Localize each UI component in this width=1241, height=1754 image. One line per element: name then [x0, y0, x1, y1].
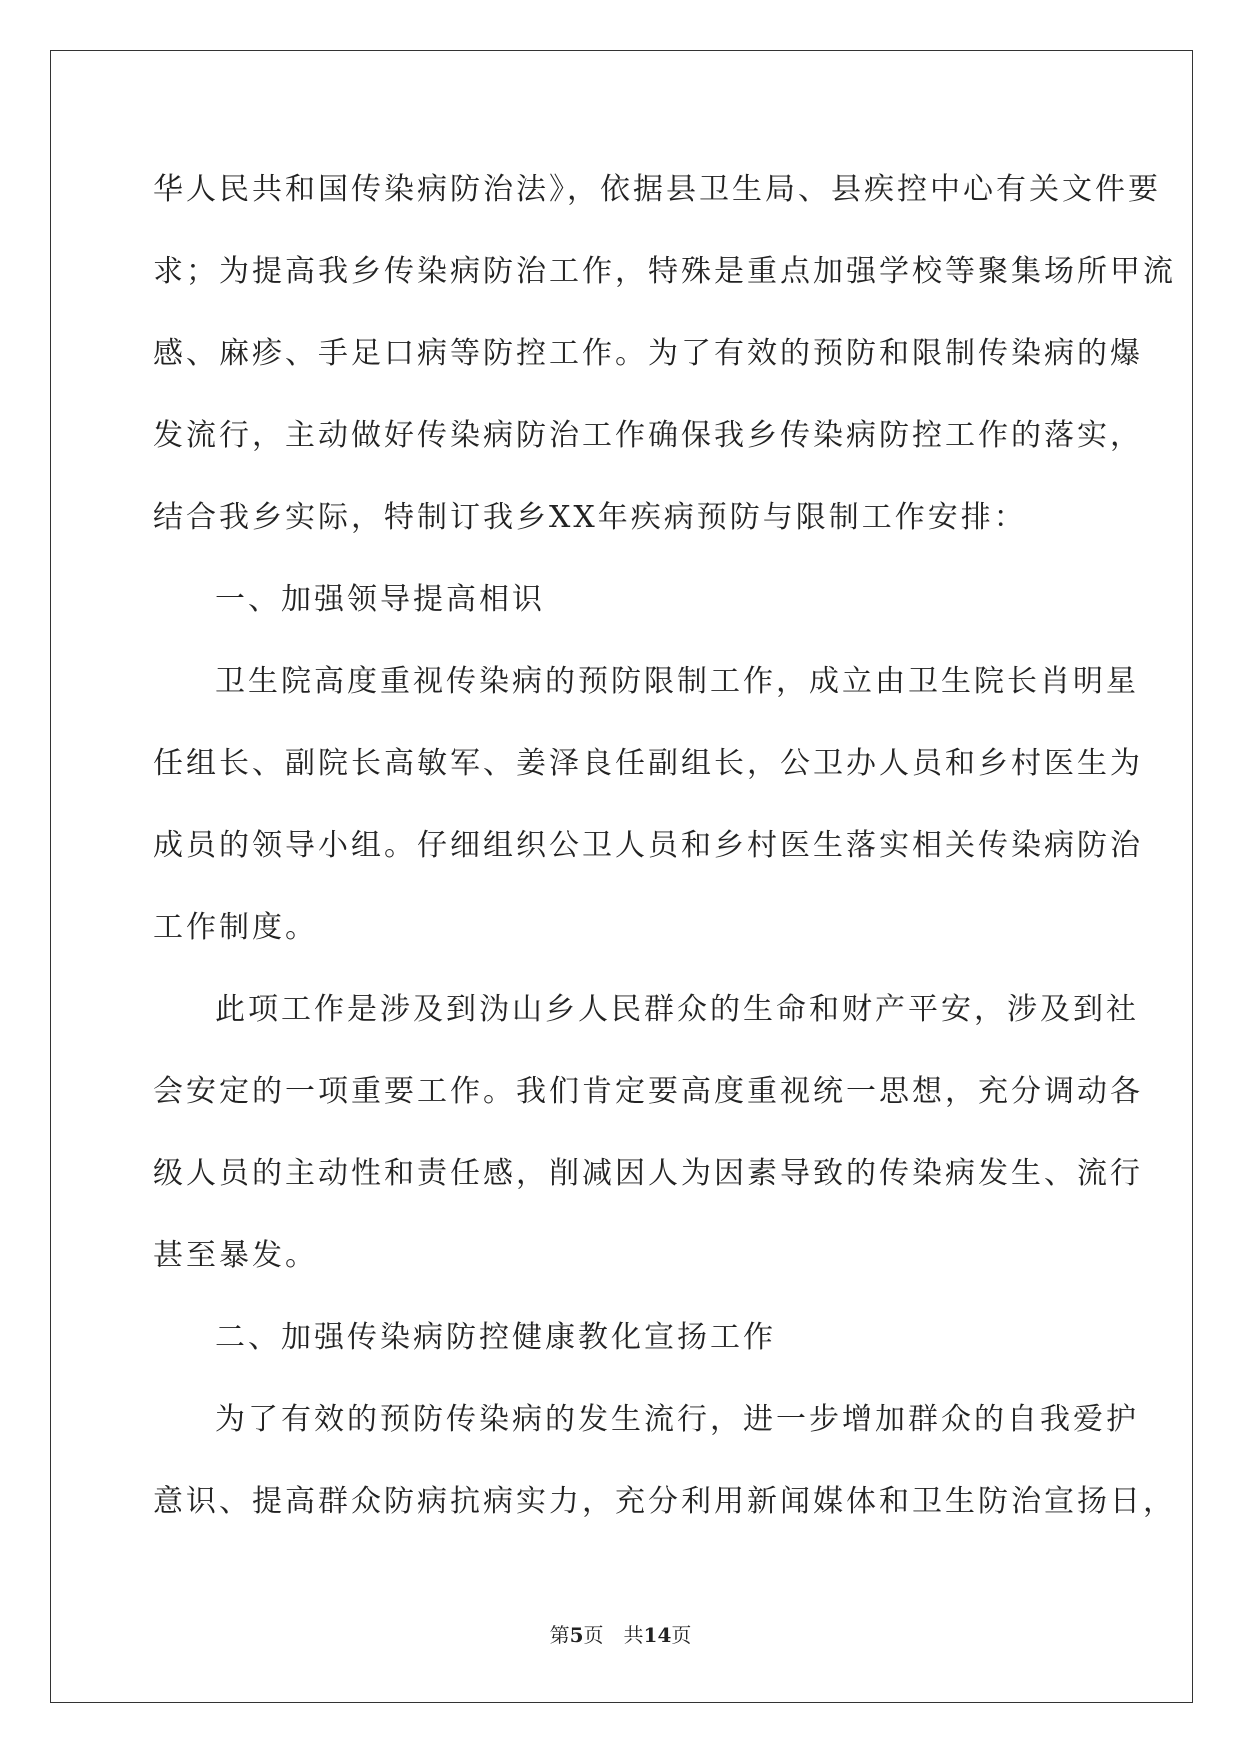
paragraph-line: 华人民共和国传染病防治法》，依据县卫生局、县疾控中心有关文件要 [153, 172, 1161, 207]
footer-total-unit: 页 [671, 1623, 692, 1647]
paragraph-line: 发流行，主动做好传染病防治工作确保我乡传染病防控工作的落实， [153, 418, 1143, 453]
paragraph-line: 求；为提高我乡传染病防治工作，特殊是重点加强学校等聚集场所甲流 [153, 254, 1176, 289]
paragraph-line: 任组长、副院长高敏军、姜泽良任副组长，公卫办人员和乡村医生为 [153, 746, 1143, 781]
paragraph-line: 级人员的主动性和责任感，削减因人为因素导致的传染病发生、流行 [153, 1156, 1143, 1191]
paragraph-line: 感、麻疹、手足口病等防控工作。为了有效的预防和限制传染病的爆 [153, 336, 1143, 371]
section-heading: 二、加强传染病防控健康教化宣扬工作 [215, 1320, 776, 1355]
paragraph-line: 会安定的一项重要工作。我们肯定要高度重视统一思想，充分调动各 [153, 1074, 1143, 1109]
paragraph-line: 此项工作是涉及到沩山乡人民群众的生命和财产平安，涉及到社 [215, 992, 1139, 1027]
paragraph-line: 为了有效的预防传染病的发生流行，进一步增加群众的自我爱护 [215, 1402, 1139, 1437]
page-footer [0, 1620, 1241, 1650]
footer-total-prefix: 共 [623, 1623, 644, 1647]
paragraph-line: 成员的领导小组。仔细组织公卫人员和乡村医生落实相关传染病防治 [153, 828, 1143, 863]
footer-page-unit: 页 [583, 1623, 604, 1647]
paragraph-line: 意识、提高群众防病抗病实力，充分利用新闻媒体和卫生防治宣扬日， [153, 1484, 1176, 1519]
document-body [153, 160, 1176, 1554]
paragraph-line: 甚至暴发。 [153, 1238, 318, 1273]
section-heading: 一、加强领导提高相识 [215, 582, 545, 617]
total-pages: 14 [643, 1623, 672, 1647]
page-number: 5 [569, 1623, 584, 1647]
paragraph-line: 工作制度。 [153, 910, 318, 945]
paragraph-line: 卫生院高度重视传染病的预防限制工作，成立由卫生院长肖明星 [215, 664, 1139, 699]
paragraph-line: 结合我乡实际，特制订我乡XX年疾病预防与限制工作安排： [153, 500, 1027, 535]
footer-prefix: 第 [549, 1623, 570, 1647]
